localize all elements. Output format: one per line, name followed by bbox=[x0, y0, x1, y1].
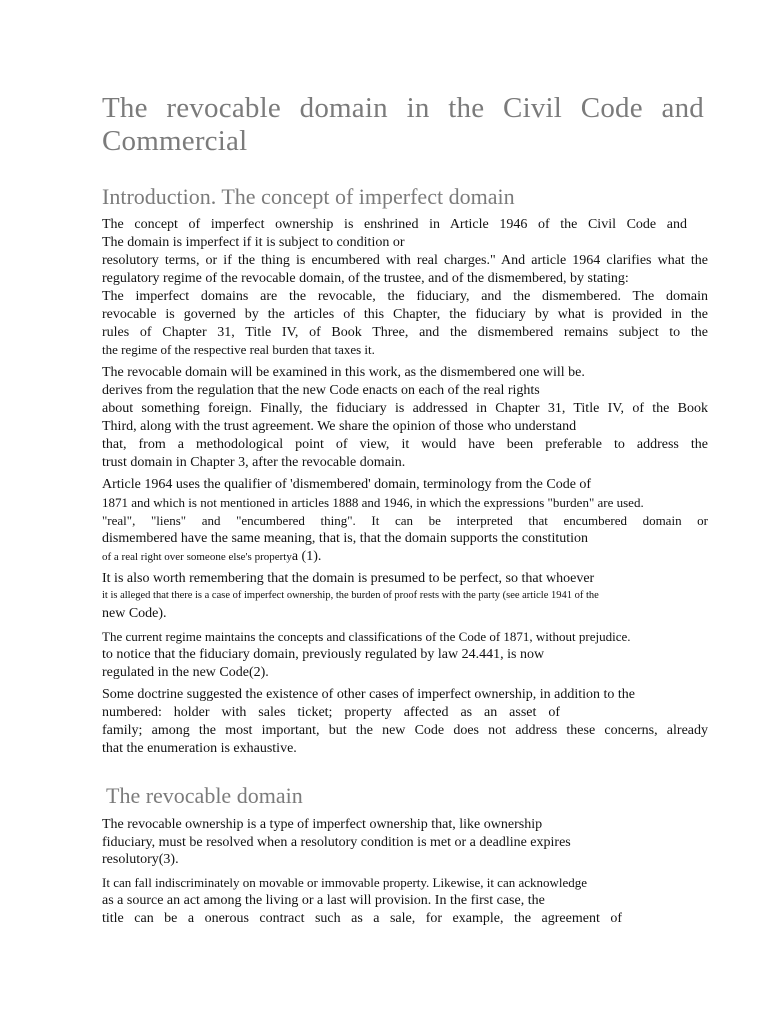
text-line: "real", "liens" and "encumbered thing". It can be interpreted that encumbered domain or bbox=[102, 513, 708, 528]
text-line: 1871 and which is not mentioned in articles 1888 and 1946, in which the expressions "burden" are used. bbox=[102, 495, 644, 510]
text-line: regulatory regime of the revocable domain, of the trustee, and of the dismembered, by stating: bbox=[102, 271, 629, 286]
text-line: resolutory(3). bbox=[102, 852, 179, 867]
text-line: rules of Chapter 31, Title IV, of Book Three, and the dismembered remains subject to the bbox=[102, 325, 708, 340]
document-title: The revocable domain in the Civil Code and Commercial bbox=[102, 92, 704, 157]
text-line: The imperfect domains are the revocable, the fiduciary, and the dismembered. The domain bbox=[102, 289, 708, 304]
text-line: The concept of imperfect ownership is enshrined in Article 1946 of the Civil Code and bbox=[102, 217, 687, 232]
text-line: It is also worth remembering that the domain is presumed to be perfect, so that whoever bbox=[102, 571, 595, 586]
text-line: to notice that the fiduciary domain, previously regulated by law 24.441, is now bbox=[102, 647, 545, 662]
text-line: The current regime maintains the concepts and classifications of the Code of 1871, without prejudice. bbox=[102, 629, 631, 644]
text-line-mixed bbox=[102, 548, 708, 566]
text-line: numbered: holder with sales ticket; property affected as an asset of bbox=[102, 705, 560, 720]
text-line: Article 1964 uses the qualifier of 'dismembered' domain, terminology from the Code of bbox=[102, 477, 592, 492]
text-line: that the enumeration is exhaustive. bbox=[102, 741, 297, 756]
text-line: title can be a onerous contract such as a sale, for example, the agreement of bbox=[102, 911, 622, 926]
text-line: revocable is governed by the articles of this Chapter, the fiduciary by what is provided in the bbox=[102, 307, 708, 322]
text-line: family; among the most important, but the new Code does not address these concerns, already bbox=[102, 723, 708, 738]
text-line: about something foreign. Finally, the fiduciary is addressed in Chapter 31, Title IV, of the Book bbox=[102, 401, 708, 416]
text-line: new Code). bbox=[102, 606, 167, 621]
text-line: Third, along with the trust agreement. We share the opinion of those who understand bbox=[102, 419, 577, 434]
text-line: The revocable domain will be examined in this work, as the dismembered one will be. bbox=[102, 365, 585, 380]
text-line: resolutory terms, or if the thing is encumbered with real charges." And article 1964 clarifies what the bbox=[102, 253, 708, 268]
text-span: a (1). bbox=[291, 549, 322, 564]
text-line: derives from the regulation that the new Code enacts on each of the real rights bbox=[102, 383, 540, 398]
text-line: regulated in the new Code(2). bbox=[102, 665, 269, 680]
text-line: Some doctrine suggested the existence of other cases of imperfect ownership, in addition to the bbox=[102, 687, 636, 702]
text-line: It can fall indiscriminately on movable or immovable property. Likewise, it can acknowledge bbox=[102, 875, 588, 890]
text-line: the regime of the respective real burden that taxes it. bbox=[102, 342, 375, 357]
text-line: that, from a methodological point of view, it would have been preferable to address the bbox=[102, 437, 708, 452]
text-line-small: it is alleged that there is a case of imperfect ownership, the burden of proof rests with the party (see article 1941 of the bbox=[102, 590, 599, 601]
text-line: trust domain in Chapter 3, after the revocable domain. bbox=[102, 455, 406, 470]
section-heading-revocable-domain: The revocable domain bbox=[106, 783, 303, 808]
text-line: dismembered have the same meaning, that is, that the domain supports the constitution bbox=[102, 531, 589, 546]
text-line: as a source an act among the living or a last will provision. In the first case, the bbox=[102, 893, 545, 908]
text-span-small: of a real right over someone else's property bbox=[102, 551, 292, 563]
text-line: fiduciary, must be resolved when a resolutory condition is met or a deadline expires bbox=[102, 835, 571, 850]
text-line: The revocable ownership is a type of imperfect ownership that, like ownership bbox=[102, 817, 543, 832]
section-heading-introduction: Introduction. The concept of imperfect domain bbox=[102, 184, 515, 209]
text-line: The domain is imperfect if it is subject to condition or bbox=[102, 235, 405, 250]
